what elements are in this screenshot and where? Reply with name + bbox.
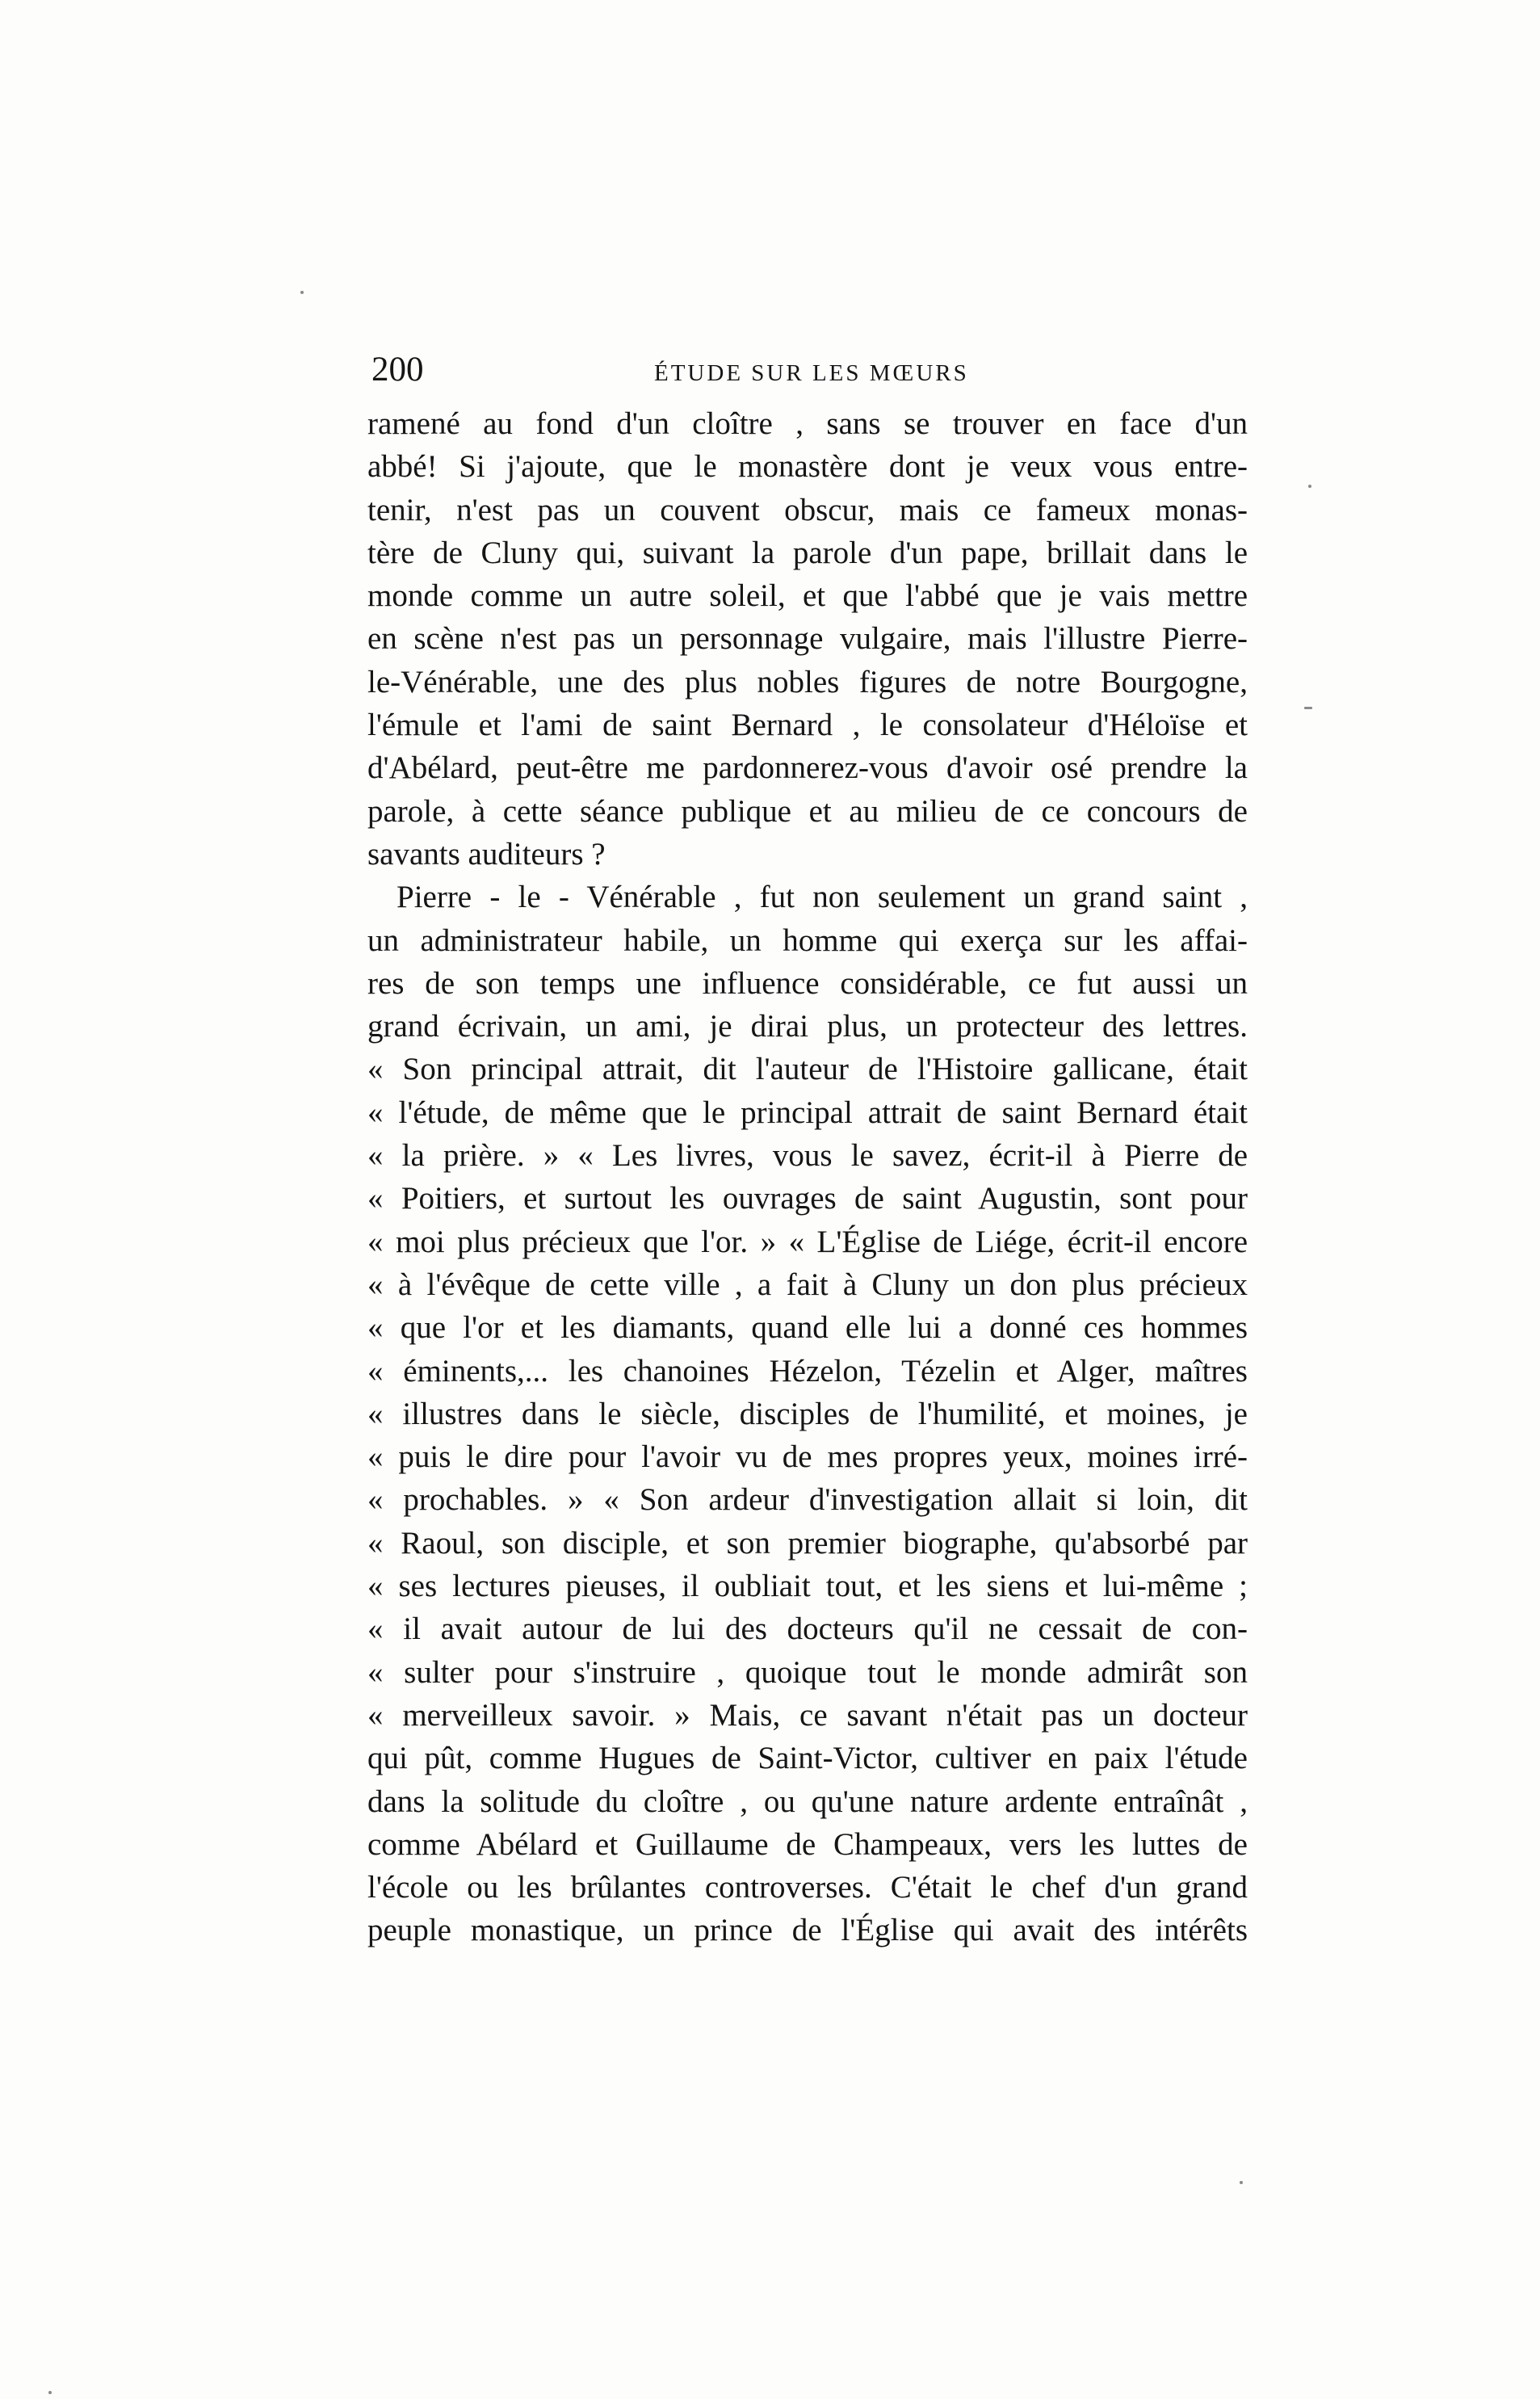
text-line: « l'étude, de même que le principal attrait de saint Bernard était xyxy=(367,1094,1248,1130)
text-line: tenir, n'est pas un couvent obscur, mais ce fameux monas- xyxy=(367,492,1248,527)
text-line: l'émule et l'ami de saint Bernard , le consolateur d'Héloïse et xyxy=(367,708,1248,743)
text-line: peuple monastique, un prince de l'Église qui avait des intérêts xyxy=(367,1913,1248,1948)
text-line: tère de Cluny qui, suivant la parole d'un pape, brillait dans le xyxy=(367,535,1248,570)
text-line: savants auditeurs ? xyxy=(367,836,606,872)
text-line: res de son temps une influence considérable, ce fut aussi un xyxy=(367,965,1248,1001)
text-line: grand écrivain, un ami, je dirai plus, un protecteur des lettres. xyxy=(367,1009,1248,1044)
text-line: abbé! Si j'ajoute, que le monastère dont je veux vous entre- xyxy=(367,449,1248,485)
text-line: « que l'or et les diamants, quand elle lui a donné ces hommes xyxy=(367,1310,1248,1346)
text-line: un administrateur habile, un homme qui exerça sur les affai- xyxy=(367,922,1248,958)
text-line: « moi plus précieux que l'or. » « L'Église de Liége, écrit-il encore xyxy=(367,1224,1248,1259)
text-line: « puis le dire pour l'avoir vu de mes propres yeux, moines irré- xyxy=(367,1439,1248,1475)
text-line: « Raoul, son disciple, et son premier biographe, qu'absorbé par xyxy=(367,1525,1248,1561)
text-line: « illustres dans le siècle, disciples de l'humilité, et moines, je xyxy=(367,1396,1248,1431)
text-line: l'école ou les brûlantes controverses. C'était le chef d'un grand xyxy=(367,1870,1248,1905)
text-line: « merveilleux savoir. » Mais, ce savant n'était pas un docteur xyxy=(367,1697,1248,1733)
text-line: en scène n'est pas un personnage vulgaire, mais l'illustre Pierre- xyxy=(367,621,1248,657)
paper-speck xyxy=(1240,2181,1243,2184)
text-line: « Son principal attrait, dit l'auteur de l'Histoire gallicane, était xyxy=(367,1052,1248,1087)
paper-speck xyxy=(48,2391,52,2394)
running-head xyxy=(371,347,1244,396)
text-line: parole, à cette séance publique et au milieu de ce concours de xyxy=(367,793,1248,829)
text-line: « la prière. » « Les livres, vous le savez, écrit-il à Pierre de xyxy=(367,1138,1248,1174)
text-line: « sulter pour s'instruire , quoique tout le monde admirât son xyxy=(367,1654,1248,1690)
text-line: « prochables. » « Son ardeur d'investigation allait si loin, dit xyxy=(367,1482,1248,1518)
page-number: 200 xyxy=(371,351,424,389)
text-line: monde comme un autre soleil, et que l'abbé que je vais mettre xyxy=(367,578,1248,614)
text-line: « ses lectures pieuses, il oubliait tout, et les siens et lui-même ; xyxy=(367,1569,1248,1604)
text-line: « éminents,... les chanoines Hézelon, Tézelin et Alger, maîtres xyxy=(367,1353,1248,1389)
text-line: comme Abélard et Guillaume de Champeaux, vers les luttes de xyxy=(367,1826,1248,1862)
paper-speck xyxy=(1308,485,1311,488)
paper-speck xyxy=(1304,707,1312,709)
paper-speck xyxy=(300,291,304,294)
text-line: qui pût, comme Hugues de Saint-Victor, cultiver en paix l'étude xyxy=(367,1741,1248,1776)
text-line: « à l'évêque de cette ville , a fait à Cluny un don plus précieux xyxy=(367,1267,1248,1302)
text-line: d'Abélard, peut-être me pardonnerez-vous d'avoir osé prendre la xyxy=(367,750,1248,786)
text-line: le-Vénérable, une des plus nobles figures de notre Bourgogne, xyxy=(367,664,1248,700)
text-line: ramené au fond d'un cloître , sans se trouver en face d'un xyxy=(367,406,1248,441)
text-line: dans la solitude du cloître , ou qu'une nature ardente entraînât , xyxy=(367,1783,1248,1819)
text-line: « il avait autour de lui des docteurs qu'il ne cessait de con- xyxy=(367,1611,1248,1647)
body-text xyxy=(367,402,1248,1952)
running-title: ÉTUDE SUR LES MŒURS xyxy=(654,360,969,386)
text-line: « Poitiers, et surtout les ouvrages de saint Augustin, sont pour xyxy=(367,1181,1248,1216)
text-line: Pierre - le - Vénérable , fut non seulement un grand saint , xyxy=(397,880,1248,915)
